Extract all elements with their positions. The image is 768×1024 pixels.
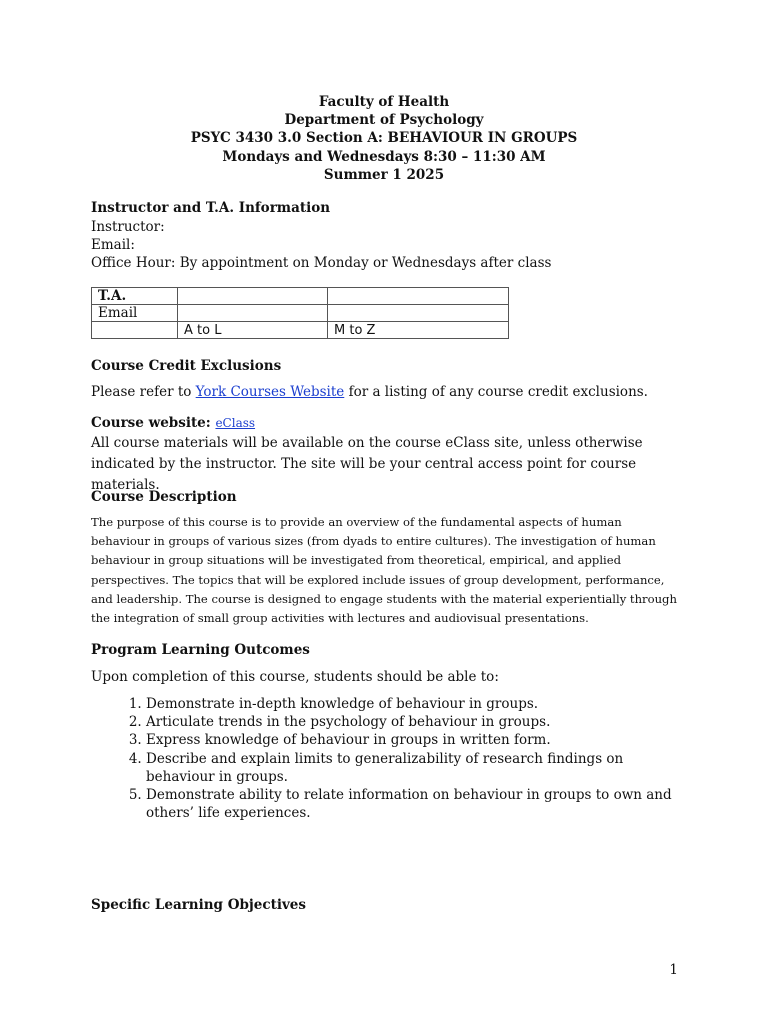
email-label: Email: xyxy=(91,237,135,253)
table-cell: A to L xyxy=(178,322,328,339)
list-item: 4. Describe and explain limits to generalizability of research findings on behaviour in groups. xyxy=(146,750,681,786)
table-cell xyxy=(328,288,509,305)
table-cell xyxy=(92,322,178,339)
table-row xyxy=(92,288,509,305)
program-outcomes-heading: Program Learning Outcomes xyxy=(91,642,310,658)
instructor-label: Instructor: xyxy=(91,219,165,235)
course-website-body: All course materials will be available on the course eClass site, unless otherwise indicated by the instructor. The site will be your central access point for course materials. xyxy=(91,435,643,493)
faculty-title: Faculty of Health xyxy=(318,94,450,110)
list-item: 5. Demonstrate ability to relate information on behaviour in groups to own and others’ life experiences. xyxy=(146,786,681,822)
table-row xyxy=(92,305,509,322)
department-title: Department of Psychology xyxy=(284,112,484,129)
eclass-link[interactable]: eClass xyxy=(215,416,256,430)
course-website-label: Course website: xyxy=(91,415,216,431)
table-cell: Email xyxy=(92,305,178,322)
table-cell xyxy=(178,288,328,305)
course-title: PSYC 3430 3.0 Section A: BEHAVIOUR IN GROUPS xyxy=(190,130,578,147)
credit-exclusions-heading: Course Credit Exclusions xyxy=(91,358,282,374)
course-schedule: Mondays and Wednesdays 8:30 – 11:30 AM xyxy=(222,148,546,165)
table-cell: M to Z xyxy=(328,322,509,339)
course-term: Summer 1 2025 xyxy=(323,166,445,183)
document-header xyxy=(0,93,768,184)
outcomes-list xyxy=(91,695,681,822)
table-cell xyxy=(178,305,328,322)
york-courses-link[interactable]: York Courses Website xyxy=(195,384,345,400)
credit-exclusions-suffix: for a listing of any course credit exclusions. xyxy=(344,384,648,400)
course-website-line xyxy=(91,415,255,431)
specific-objectives-heading: Specific Learning Objectives xyxy=(91,897,306,913)
list-item: 3. Express knowledge of behaviour in groups in written form. xyxy=(146,731,681,749)
table-cell: T.A. xyxy=(92,288,178,305)
table-row xyxy=(92,322,509,339)
list-item: 2. Articulate trends in the psychology of behaviour in groups. xyxy=(146,713,681,731)
table-cell xyxy=(328,305,509,322)
course-description-body: The purpose of this course is to provide an overview of the fundamental aspects of human behaviour in groups of various sizes (from dyads to entire cultures). The investigation of human behaviour in group situations will be investigated from theoretical, empirical, and applied perspectives. The topics that will be explored include issues of group development, performance, and leadership. The course is designed to engage students with the material experientially through the integration of small group activities with lectures and audiovisual presentations. xyxy=(91,515,677,626)
credit-exclusions-text xyxy=(91,384,648,400)
list-item: 1. Demonstrate in-depth knowledge of behaviour in groups. xyxy=(146,695,681,713)
program-outcomes-intro: Upon completion of this course, students should be able to: xyxy=(91,669,499,685)
ta-table xyxy=(91,287,509,339)
instructor-info-heading: Instructor and T.A. Information xyxy=(91,200,331,216)
credit-exclusions-prefix: Please refer to xyxy=(91,384,196,400)
page-number: 1 xyxy=(669,962,678,978)
course-description-heading: Course Description xyxy=(91,489,237,505)
office-hour: Office Hour: By appointment on Monday or Wednesdays after class xyxy=(91,255,552,271)
